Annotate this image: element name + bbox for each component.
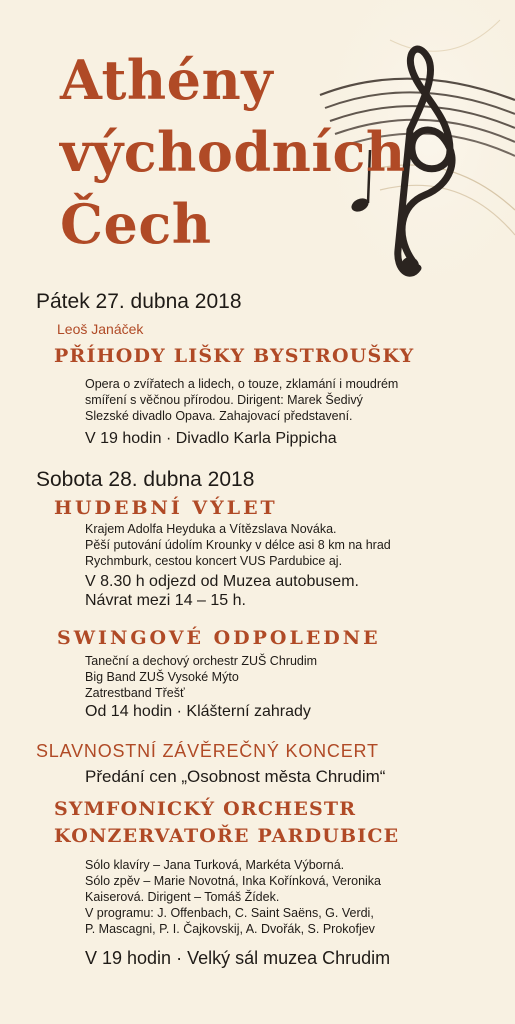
title-line: SYMFONICKÝ ORCHESTR [54, 798, 357, 820]
event-description [85, 857, 381, 937]
event-description [85, 653, 317, 701]
event-time-place: Od 14 hodin · Klášterní zahrady [85, 703, 311, 720]
concert-subtitle: Předání cen „Osobnost města Chrudim“ [85, 767, 386, 786]
title-line: východních [60, 120, 406, 184]
event-date: Sobota 28. dubna 2018 [36, 468, 255, 491]
event-title: PŘÍHODY LIŠKY BYSTROUŠKY [54, 345, 415, 367]
concert-label: SLAVNOSTNÍ ZÁVĚREČNÝ KONCERT [36, 741, 379, 761]
composer-name: Leoš Janáček [57, 321, 144, 337]
description-line: Pěší putování údolím Krounky v délce asi 8 km na hrad [85, 538, 391, 552]
description-line: Rychmburk, cestou koncert VUS Pardubice aj. [85, 554, 343, 568]
description-line: Opera o zvířatech a lidech, o touze, zklamání i moudrém [85, 377, 399, 391]
description-line: P. Mascagni, P. I. Čajkovskij, A. Dvořák, S. Prokofjev [85, 922, 375, 936]
description-line: Krajem Adolfa Heyduka a Vítězslava Nováka. [85, 522, 337, 536]
description-line: Big Band ZUŠ Vysoké Mýto [85, 670, 239, 684]
poster-title [60, 44, 406, 260]
event-time-place: V 19 hodin · Divadlo Karla Pippicha [85, 430, 337, 447]
event-description [85, 521, 391, 569]
description-line: V programu: J. Offenbach, C. Saint Saëns, G. Verdi, [85, 906, 374, 920]
info-line: V 8.30 h odjezd od Muzea autobusem. [85, 573, 359, 590]
event-title: SWINGOVÉ ODPOLEDNE [57, 627, 381, 649]
event-description [85, 376, 398, 424]
description-line: Sólo klavíry – Jana Turková, Markéta Výborná. [85, 858, 345, 872]
event-time-place: V 19 hodin · Velký sál muzea Chrudim [85, 948, 391, 968]
description-line: Slezské divadlo Opava. Zahajovací představení. [85, 409, 353, 423]
event-title [54, 796, 399, 850]
description-line: smíření s věčnou přírodou. Dirigent: Marek Šedivý [85, 393, 363, 407]
title-line: KONZERVATOŘE PARDUBICE [54, 825, 400, 847]
event-date: Pátek 27. dubna 2018 [36, 290, 242, 313]
event-title: HUDEBNÍ VÝLET [54, 497, 278, 519]
description-line: Taneční a dechový orchestr ZUŠ Chrudim [85, 654, 318, 668]
title-line: Čech [60, 192, 212, 256]
description-line: Sólo zpěv – Marie Novotná, Inka Kořínková, Veronika [85, 874, 381, 888]
description-line: Zatrestband Třešť [85, 686, 185, 700]
info-line: Návrat mezi 14 – 15 h. [85, 592, 246, 609]
title-line: Athény [60, 48, 274, 112]
event-info [85, 572, 359, 610]
description-line: Kaiserová. Dirigent – Tomáš Žídek. [85, 890, 280, 904]
